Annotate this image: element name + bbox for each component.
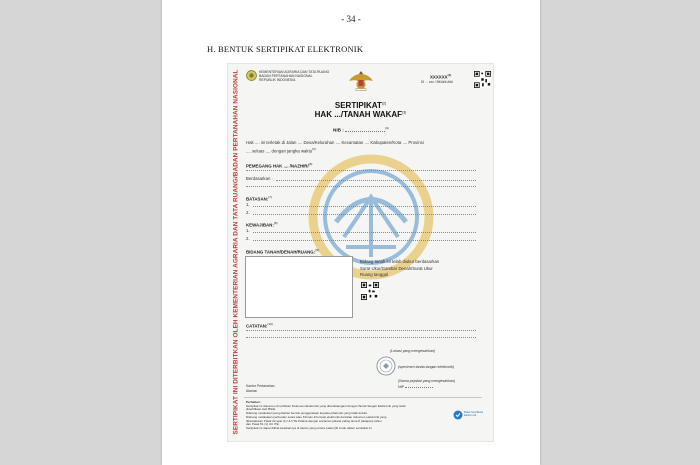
basis-line-2 xyxy=(246,186,476,187)
notes-label: CATATAN:$^{(10)}$ xyxy=(246,322,273,329)
basis-label: Berdasarkan xyxy=(246,176,271,181)
obligation-item-2: 2. xyxy=(246,236,250,241)
electronic-seal-icon xyxy=(376,356,396,376)
location-text: Hak .... ini terletak di Jalan .... Desa/Kelurahan .... Kecamatan .... Kabupaten/Kota .... Provinsi xyxy=(246,140,424,145)
obligation-item-1: 1. xyxy=(246,228,250,233)
certificate-right-type: HAK .../TANAH WAKAF$^{(3)}$ xyxy=(314,110,407,119)
ministry-name: KEMENTERIAN AGRARIA DAN TATA RUANG BADAN PERTANAHAN NASIONAL REPUBLIK INDONESIA xyxy=(259,70,330,82)
official-name: (Nama pejabat yang mengesahkan) xyxy=(398,379,456,383)
qr-code-parcel-icon xyxy=(361,282,379,300)
boundary-line-1 xyxy=(253,206,476,207)
vertical-issuer-text: SERTIPIKAT INI DITERBITKAN OLEH KEMENTERIAN AGRARIA DAN TATA RUANG/BADAN PERTANAHAN NASIONAL xyxy=(232,69,239,435)
notes-line-2 xyxy=(246,337,476,338)
atr-bpn-logo-icon xyxy=(246,70,257,81)
page-number: - 34 - xyxy=(341,14,361,24)
footer-divider xyxy=(244,397,482,398)
serial-subline: DI ... xxx / BK###.### xyxy=(421,80,453,84)
obligation-label: KEWAJIBAN:$^{(8)}$ xyxy=(246,221,278,228)
holder-label: PEMEGANG HAK .... /NAZHIR/$^{(6)}$ xyxy=(246,162,313,169)
nib-field: NIB : $^{(4)}$ xyxy=(333,126,389,133)
signature-specimen: (specimen tanda tangan elektronik) xyxy=(398,365,455,369)
holder-line xyxy=(246,170,476,171)
bsre-logo-icon xyxy=(453,410,463,420)
official-nip: NIP xyxy=(398,385,433,389)
bsre-label: Balai Sertifikasi Elektronik xyxy=(464,410,484,418)
boundary-item-1: 1. xyxy=(246,202,250,207)
footer-notice: Perhatian : Sertipikat ini dokumen di terbitkan Dokumen Elektronik yang ditandatangani dengan Tanda Tangan Elektronik yang telah disertifikasi oleh BSrE. Dilarang melakukan pengubahan bentuk penggandaan kepada pihak lain yang tidak terkait. Dilarang melakukan perbuatan suara atau Kiriman Informasi elektronik dan/atau dokumen elektronik yang diberlakukan Pasal 32 ayat (1) UU ITE Pidana dengan ancaman pidana paling lama 8 (delapan) tahun dan Pasal 51 (1) UU ITE. Sertipikat ini dapat dilihat keasliannya di tautan yang tertera pada QR Code dalam sertipikat ini xyxy=(246,400,406,430)
section-heading: H. BENTUK SERTIPIKAT ELEKTRONIK xyxy=(207,44,364,54)
serial-number: XXXXXX$^{(1)}$ xyxy=(430,73,452,80)
obligation-line-2 xyxy=(253,240,476,241)
boundary-label: BATASAN:$^{(7)}$ xyxy=(246,195,272,202)
bsre-badge xyxy=(453,409,487,421)
measurement-note: Bidang tanah ini telah diukur berdasarkan Surat Ukur/Gambar Denah/Surat Ukur Ruang tanggal xyxy=(360,259,440,277)
qr-code-top-icon xyxy=(474,71,491,88)
parcel-map-box xyxy=(245,256,353,318)
land-office-info: Kantor Pertanahan Alamat xyxy=(246,384,275,393)
parcel-label: BIDANG TANAH/DENAH/RUANG:$^{(9)}$ xyxy=(246,248,319,255)
garuda-emblem-icon xyxy=(348,69,374,93)
certificate-image xyxy=(227,63,494,442)
obligation-line-1 xyxy=(253,232,476,233)
area-duration-text: .... seluas .... dengan jangka waktu$^{(5)}$ xyxy=(246,147,316,154)
notes-line-1 xyxy=(246,330,476,331)
certificate-title: SERTIPIKAT$^{(2)}$ xyxy=(334,101,387,110)
issuing-location: (Lokasi yang mengesahkan) xyxy=(390,349,436,353)
basis-line xyxy=(276,180,476,181)
boundary-item-2: 2. xyxy=(246,210,250,215)
boundary-line-2 xyxy=(253,214,476,215)
